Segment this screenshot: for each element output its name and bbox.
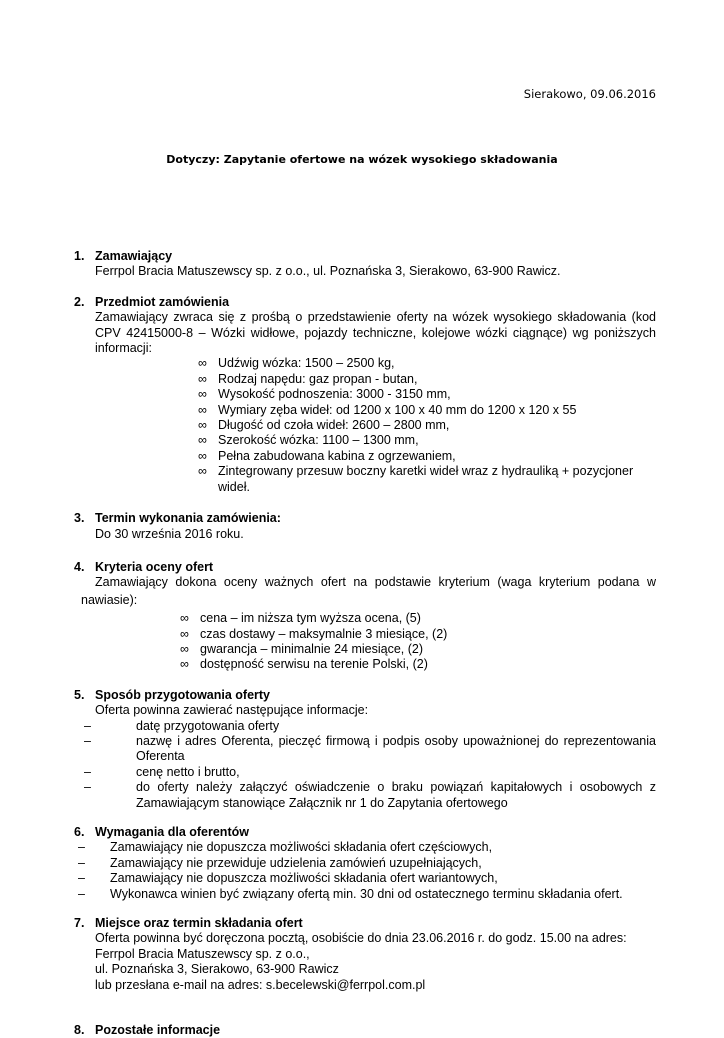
section-heading: Sposób przygotowania oferty: [95, 687, 271, 702]
infinity-bullet-icon: ∞: [180, 626, 189, 641]
section-number: 2.: [74, 294, 85, 309]
section-contracting-authority: [74, 249, 656, 280]
list-item: ∞ Zintegrowany przesuw boczny karetki wideł wraz z hydrauliką + pozycjoner wideł.: [198, 464, 634, 494]
section-text: Ferrpol Bracia Matuszewscy sp. z o.o., ul. Poznańska 3, Sierakowo, 63-900 Rawicz.: [95, 264, 561, 279]
document-date: Sierakowo, 09.06.2016: [523, 87, 656, 101]
section-submission-place-and-date: [74, 916, 656, 993]
section-number: 8.: [74, 1023, 85, 1038]
list-item: ∞ Wysokość podnoszenia: 3000 - 3150 mm,: [198, 387, 451, 402]
criteria-list: [95, 611, 656, 673]
infinity-bullet-icon: ∞: [180, 641, 189, 656]
section-heading: Zamawiający: [95, 249, 173, 263]
section-number: 1.: [74, 249, 85, 263]
section-text: Do 30 września 2016 roku.: [95, 526, 244, 541]
section-intro-continued: nawiasie):: [81, 592, 138, 607]
infinity-bullet-icon: ∞: [198, 387, 207, 402]
section-heading: Termin wykonania zamówienia:: [95, 511, 281, 526]
infinity-bullet-icon: ∞: [180, 611, 189, 626]
list-item: ∞ dostępność serwisu na terenie Polski, (2): [180, 657, 428, 672]
requirements-list: [75, 840, 656, 902]
list-item: – Wykonawca winien być związany ofertą min. 30 dni od ostatecznego terminu składania ofert.: [78, 886, 623, 901]
list-item: ∞ Rodzaj napędu: gaz propan - butan,: [198, 371, 418, 386]
section-intro: Zamawiający zwraca się z prośbą o przedstawienie oferty na wózek wysokiego składowania (kod CPV 42415000-8 – Wózki widłowe, pojazdy techniczne, kolejowe wózki ciągnące) wg poniższych informacji:: [95, 310, 656, 356]
list-item: – do oferty należy załączyć oświadczenie o braku powiązań kapitałowych i osobowych z Zamawiającym stanowiące Załącznik nr 1 do Zapytania ofertowego: [84, 780, 656, 810]
section-completion-date: [74, 511, 656, 542]
specification-list: [95, 356, 656, 495]
infinity-bullet-icon: ∞: [198, 433, 207, 448]
infinity-bullet-icon: ∞: [198, 448, 207, 463]
list-item: – datę przygotowania oferty: [84, 718, 280, 733]
list-item: ∞ Wymiary zęba wideł: od 1200 x 100 x 40 mm do 1200 x 120 x 55: [198, 402, 577, 417]
infinity-bullet-icon: ∞: [180, 657, 189, 672]
list-item: ∞ Długość od czoła wideł: 2600 – 2800 mm,: [198, 418, 450, 433]
section-bidder-requirements: [74, 825, 656, 902]
offer-contents-list: [84, 718, 656, 811]
section-evaluation-criteria: [74, 559, 656, 673]
section-line: Ferrpol Bracia Matuszewscy sp. z o.o.,: [95, 946, 310, 961]
section-line: Oferta powinna być doręczona pocztą, osobiście do dnia 23.06.2016 r. do godz. 15.00 na adres:: [95, 931, 627, 946]
section-intro: Zamawiający dokona oceny ważnych ofert na podstawie kryterium (waga kryterium podana w: [95, 575, 656, 590]
dash-bullet-icon: –: [84, 733, 91, 748]
infinity-bullet-icon: ∞: [198, 371, 207, 386]
document-subject: Dotyczy: Zapytanie ofertowe na wózek wysokiego składowania: [166, 153, 558, 166]
section-number: 6.: [74, 825, 85, 839]
section-line-email: lub przesłana e-mail na adres: s.becelewski@ferrpol.com.pl: [95, 977, 426, 992]
dash-bullet-icon: –: [78, 855, 85, 870]
section-number: 4.: [74, 559, 85, 574]
dash-bullet-icon: –: [84, 718, 91, 733]
list-item: ∞ Pełna zabudowana kabina z ogrzewaniem,: [198, 448, 456, 463]
list-item: ∞ Udźwig wózka: 1500 – 2500 kg,: [198, 356, 395, 371]
dash-bullet-icon: –: [84, 764, 91, 779]
section-heading: Wymagania dla oferentów: [95, 825, 249, 839]
section-intro: Oferta powinna zawierać następujące informacje:: [95, 703, 369, 718]
infinity-bullet-icon: ∞: [198, 402, 207, 417]
list-item: – Zamawiający nie przewiduje udzielenia zamówień uzupełniających,: [78, 855, 482, 870]
list-item: ∞ cena – im niższa tym wyższa ocena, (5): [180, 611, 421, 626]
dash-bullet-icon: –: [78, 871, 85, 886]
section-number: 3.: [74, 511, 85, 526]
section-subject-of-order: [74, 294, 656, 495]
section-heading: Przedmiot zamówienia: [95, 294, 230, 309]
list-item: ∞ czas dostawy – maksymalnie 3 miesiące, (2): [180, 626, 448, 641]
infinity-bullet-icon: ∞: [198, 418, 207, 433]
section-other-information: [74, 1023, 656, 1038]
section-heading: Kryteria oceny ofert: [95, 559, 214, 574]
section-offer-preparation: [74, 687, 656, 811]
dash-bullet-icon: –: [84, 780, 91, 795]
list-item: – cenę netto i brutto,: [84, 764, 240, 779]
section-number: 7.: [74, 916, 85, 931]
infinity-bullet-icon: ∞: [198, 464, 207, 479]
list-item: – Zamawiający nie dopuszcza możliwości składania ofert wariantowych,: [78, 871, 498, 886]
section-heading: Pozostałe informacje: [95, 1023, 221, 1038]
infinity-bullet-icon: ∞: [198, 356, 207, 371]
dash-bullet-icon: –: [78, 886, 85, 901]
list-item: ∞ gwarancja – minimalnie 24 miesiące, (2): [180, 641, 424, 656]
document-body: [0, 249, 724, 1038]
list-item: – nazwę i adres Oferenta, pieczęć firmową i podpis osoby upoważnionej do reprezentowania Oferenta: [84, 733, 656, 764]
list-item: ∞ Szerokość wózka: 1100 – 1300 mm,: [198, 433, 419, 448]
section-line: ul. Poznańska 3, Sierakowo, 63-900 Rawicz: [95, 962, 339, 977]
dash-bullet-icon: –: [78, 840, 85, 855]
section-number: 5.: [74, 687, 85, 702]
list-item: – Zamawiający nie dopuszcza możliwości składania ofert częściowych,: [78, 840, 493, 855]
section-heading: Miejsce oraz termin składania ofert: [95, 916, 303, 931]
